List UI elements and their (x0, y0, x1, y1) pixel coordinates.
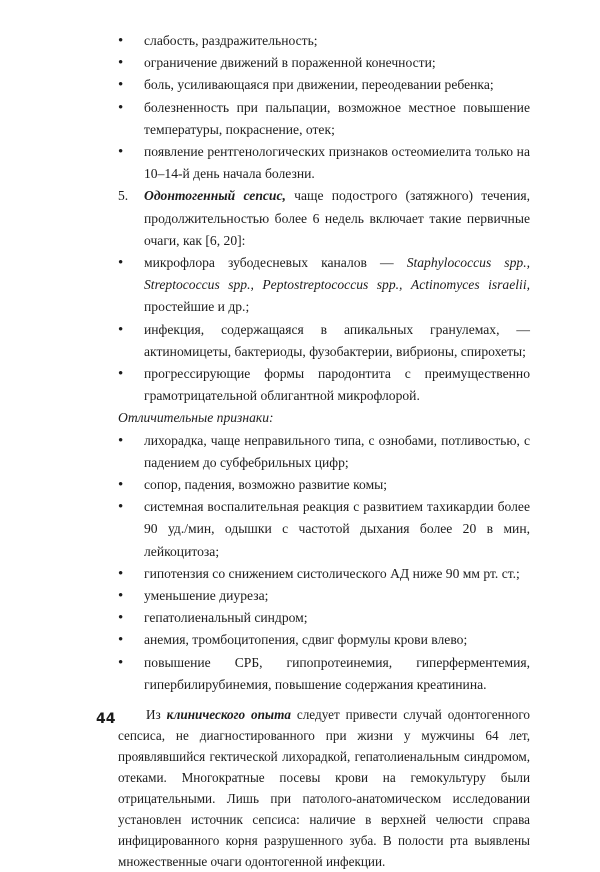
latin-term: Peptostreptococcus spp., (262, 277, 403, 293)
microflora-suffix: простейшие и др.; (144, 299, 250, 315)
numbered-item-5 (118, 185, 530, 252)
list-item: • слабость, раздражительность; (118, 30, 530, 52)
list-item: • повышение СРБ, гипопротеинемия, гиперферментемия, гипербилирубинемия, повышение содержания креатинина. (118, 652, 530, 696)
item-number: 5. (118, 188, 129, 204)
page-content (118, 30, 530, 872)
case-paragraph (118, 704, 530, 872)
latin-term: Staphylococcus spp., (406, 255, 530, 271)
list-item: • появление рентгенологических признаков остеомиелита только на 10–14-й день начала болезни. (118, 141, 530, 185)
case-intro: Из (146, 707, 167, 723)
symptoms-list (118, 30, 530, 185)
list-item (118, 252, 530, 319)
latin-term: Streptococcus spp., (144, 277, 254, 293)
list-item: • уменьшение диуреза; (118, 585, 530, 607)
latin-term: Actinomyces israelii, (410, 277, 530, 293)
signs-subheading: Отличительные признаки: (118, 410, 274, 426)
list-item: • гипотензия со снижением систолического АД ниже 90 мм рт. ст.; (118, 563, 530, 585)
list-item: • гепатолиенальный синдром; (118, 607, 530, 629)
foci-list (118, 252, 530, 407)
list-item: • анемия, тромбоцитопения, сдвиг формулы крови влево; (118, 629, 530, 651)
page-number: 44 (96, 711, 116, 727)
item-text: чаще подострого (затяжного) течения, продолжительностью более 6 недель включает такие первичные очаги, как [6, 20]: (144, 188, 530, 248)
list-item: • боль, усиливающаяся при движении, переодевании ребенка; (118, 74, 530, 96)
signs-list (118, 430, 530, 696)
list-item: • системная воспалительная реакция с развитием тахикардии более 90 уд./мин, одышки с частотой дыхания более 20 в мин, лейкоцитоза; (118, 496, 530, 563)
list-item: • инфекция, содержащаяся в апикальных гранулемах, — актиномицеты, бактериоды, фузобактерии, вибрионы, спирохеты; (118, 319, 530, 363)
list-item: • ограничение движений в пораженной конечности; (118, 52, 530, 74)
case-text: следует привести случай одонтогенного сепсиса, не диагностированного при жизни у мужчины 64 лет, проявлявшийся гектической лихорадкой, гепатолиенальным синдромом, отеками. Многократные посевы крови на гемокультуру были отрицательными. Лишь при патолого-анатомическом исследовании установлен источник сепсиса: наличие в верхней челюсти справа инфицированного корня разрушенного зуба. В полости рта выявлены множественные очаги одонтогенной инфекции. (118, 707, 531, 870)
list-item: • прогрессирующие формы пародонтита с преимущественно грамотрицательной облигантной микрофлорой. (118, 363, 530, 407)
list-item: • болезненность при пальпации, возможное местное повышение температуры, покраснение, отек; (118, 97, 530, 141)
list-item: • сопор, падения, возможно развитие комы; (118, 474, 530, 496)
microflora-prefix: микрофлора зубодесневых каналов — (144, 255, 407, 271)
item-heading: Одонтогенный сепсис, (144, 188, 286, 204)
case-emphasis: клинического опыта (166, 707, 291, 723)
list-item: • лихорадка, чаще неправильного типа, с ознобами, потливостью, с падением до субфебрильных цифр; (118, 430, 530, 474)
